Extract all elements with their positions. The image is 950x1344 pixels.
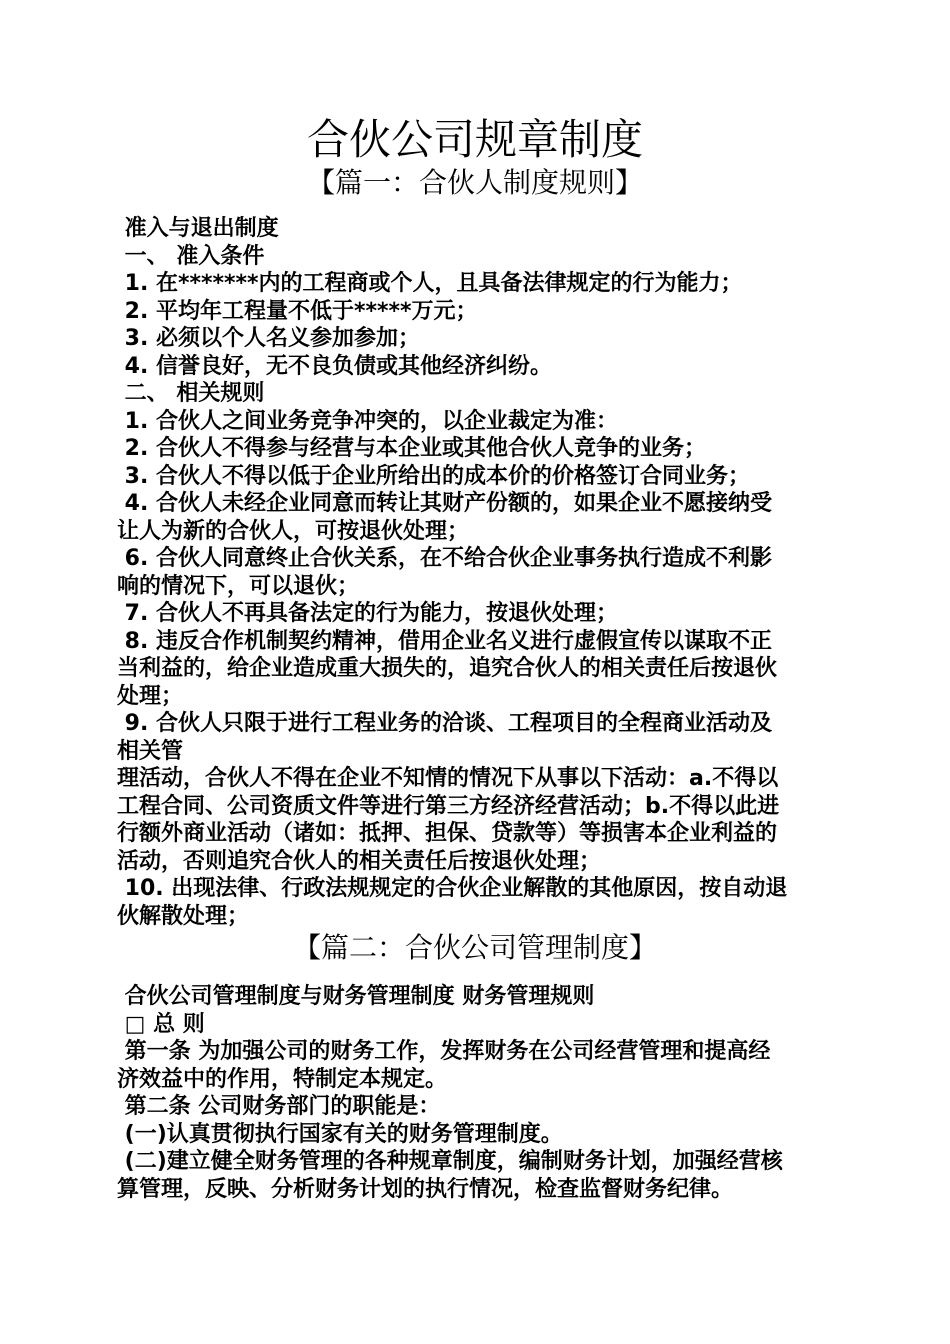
- text-line: 二、 相关规则: [117, 381, 265, 406]
- text-line: 让人为新的合伙人，可按退伙处理；: [117, 518, 470, 544]
- text-line: 第二条 公司财务部门的职能是：: [117, 1094, 441, 1119]
- text-line: 1. 合伙人之间业务竞争冲突的，以企业裁定为准：: [117, 408, 618, 434]
- text-line: 算管理，反映、分析财务计划的执行情况，检查监督财务纪律。: [117, 1176, 734, 1202]
- text-line: 2. 平均年工程量不低于*****万元；: [117, 298, 478, 324]
- text-line: □ 总 则: [117, 1011, 205, 1037]
- text-line: 1. 在*******内的工程商或个人，且具备法律规定的行为能力；: [117, 271, 743, 296]
- text-line: 准入与退出制度: [117, 216, 279, 241]
- text-line: (一)认真贯彻执行国家有关的财务管理制度。: [117, 1121, 563, 1147]
- text-line: 伙解散处理；: [117, 903, 250, 929]
- text-line: 当利益的，给企业造成重大损失的，追究合伙人的相关责任后按退伙: [117, 656, 778, 681]
- text-line: 4. 信誉良好，无不良负债或其他经济纠纷。: [117, 353, 552, 379]
- text-line: 第一条 为加强公司的财务工作，发挥财务在公司经营管理和提高经: [117, 1039, 771, 1064]
- text-line: 9. 合伙人只限于进行工程业务的洽谈、工程项目的全程商业活动及: [117, 711, 772, 736]
- text-line: 7. 合伙人不再具备法定的行为能力，按退伙处理；: [117, 601, 618, 626]
- part2-heading: 【篇二：合伙公司管理制度】: [292, 931, 657, 964]
- text-line: 工程合同、公司资质文件等进行第三方经济经营活动；b.不得以此进: [117, 793, 780, 819]
- text-line: 4. 合伙人未经企业同意而转让其财产份额的，如果企业不愿接纳受: [117, 491, 772, 516]
- text-line: 一、 准入条件: [117, 243, 265, 269]
- text-line: 3. 合伙人不得以低于企业所给出的成本价的价格签订合同业务；: [117, 463, 750, 489]
- part1-body: [117, 215, 837, 930]
- text-line: 2. 合伙人不得参与经营与本企业或其他合伙人竞争的业务；: [117, 436, 706, 461]
- text-line: 济效益中的作用，特制定本规定。: [117, 1066, 448, 1092]
- text-line: 理活动，合伙人不得在企业不知情的情况下从事以下活动：a.不得以: [117, 766, 779, 791]
- text-line: 10. 出现法律、行政法规规定的合伙企业解散的其他原因，按自动退: [117, 876, 788, 901]
- text-line: 相关管: [117, 738, 184, 764]
- document-title: 合伙公司规章制度: [306, 115, 643, 164]
- text-line: 处理；: [117, 683, 184, 709]
- part2-body: [117, 983, 837, 1203]
- text-line: 活动，否则追究合伙人的相关责任后按退伙处理；: [117, 848, 602, 874]
- text-line: 响的情况下，可以退伙；: [117, 573, 360, 599]
- text-line: 6. 合伙人同意终止合伙关系，在不给合伙企业事务执行造成不利影: [117, 546, 772, 571]
- text-line: 3. 必须以个人名义参加参加；: [117, 326, 420, 351]
- part1-heading: 【篇一：合伙人制度规则】: [306, 166, 643, 199]
- text-line: 合伙公司管理制度与财务管理制度 财务管理规则: [117, 984, 595, 1009]
- text-line: 8. 违反合作机制契约精神，借用企业名义进行虚假宣传以谋取不正: [117, 628, 772, 654]
- text-line: 行额外商业活动（诸如：抵押、担保、贷款等）等损害本企业利益的: [117, 821, 778, 846]
- text-line: (二)建立健全财务管理的各种规章制度，编制财务计划，加强经营核: [117, 1149, 783, 1174]
